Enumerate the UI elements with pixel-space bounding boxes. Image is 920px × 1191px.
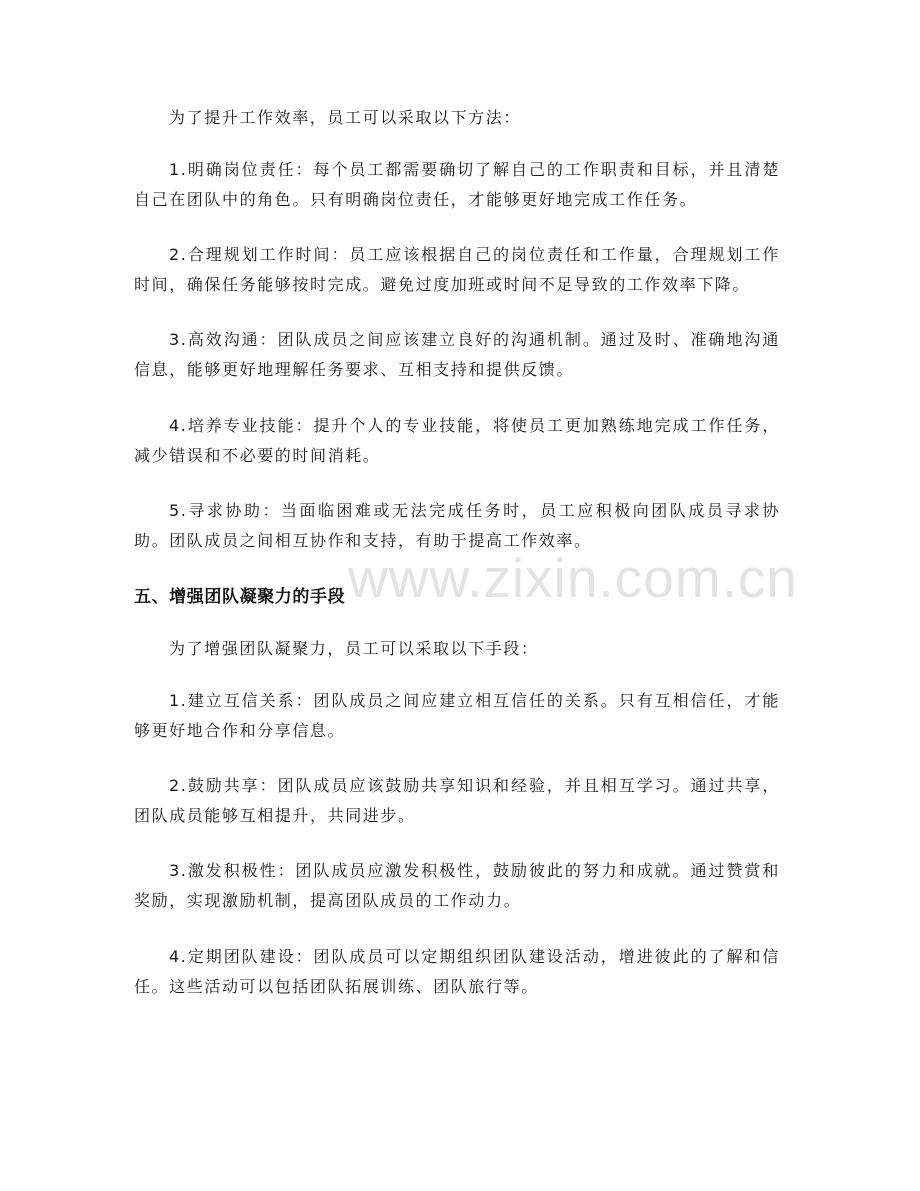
section5-item-2	[134, 771, 780, 831]
section4-item-2	[134, 240, 780, 300]
section4-intro-block	[134, 103, 780, 133]
paragraph: 4.定期团队建设：团队成员可以定期组织团队建设活动，增进彼此的了解和信任。这些活动可以包括团队拓展训练、团队旅行等。	[134, 947, 780, 996]
paragraph: 5.寻求协助：当面临困难或无法完成任务时，员工应积极向团队成员寻求协助。团队成员之间相互协作和支持，有助于提高工作效率。	[134, 501, 780, 550]
section4-item-3	[134, 325, 780, 385]
section5-item-3	[134, 856, 780, 916]
paragraph: 1.明确岗位责任：每个员工都需要确切了解自己的工作职责和目标，并且清楚自己在团队中的角色。只有明确岗位责任，才能够更好地完成工作任务。	[134, 160, 780, 209]
section5-intro-block	[134, 634, 780, 664]
section4-item-4	[134, 411, 780, 471]
section4-item-5	[134, 496, 780, 556]
watermark: www.zixin.com.cn	[348, 547, 798, 609]
paragraph: 3.高效沟通：团队成员之间应该建立良好的沟通机制。通过及时、准确地沟通信息，能够更好地理解任务要求、互相支持和提供反馈。	[134, 330, 780, 379]
section-heading: 五、增强团队凝聚力的手段	[134, 587, 346, 607]
section5-item-1	[134, 686, 780, 746]
paragraph: 4.培养专业技能：提升个人的专业技能，将使员工更加熟练地完成工作任务，减少错误和不必要的时间消耗。	[134, 416, 780, 465]
paragraph: 2.合理规划工作时间：员工应该根据自己的岗位责任和工作量，合理规划工作时间，确保任务能够按时完成。避免过度加班或时间不足导致的工作效率下降。	[134, 245, 780, 294]
section5-item-4	[134, 942, 780, 1002]
section5-intro: 为了增强团队凝聚力，员工可以采取以下手段：	[169, 639, 539, 658]
paragraph: 1.建立互信关系：团队成员之间应建立相互信任的关系。只有互相信任，才能够更好地合作和分享信息。	[134, 691, 780, 740]
section4-intro: 为了提升工作效率，员工可以采取以下方法：	[169, 108, 522, 127]
section4-item-1	[134, 155, 780, 215]
paragraph: 2.鼓励共享：团队成员应该鼓励共享知识和经验，并且相互学习。通过共享，团队成员能够互相提升，共同进步。	[134, 776, 780, 825]
paragraph: 3.激发积极性：团队成员应激发积极性，鼓励彼此的努力和成就。通过赞赏和奖励，实现激励机制，提高团队成员的工作动力。	[134, 861, 780, 910]
